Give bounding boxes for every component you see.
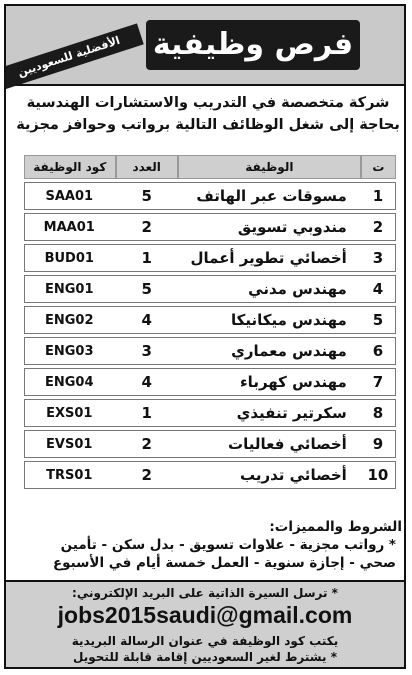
row-num: 8 <box>361 399 396 427</box>
row-title: أخصائي تطوير أعمال <box>178 244 361 272</box>
row-code: ENG02 <box>24 306 116 334</box>
header-title: الوظيفة <box>178 155 361 179</box>
table-row <box>24 306 396 334</box>
cv-instruction: * ترسل السيرة الذاتية على البريد الإلكتروني: <box>72 586 338 600</box>
transferable-residency-note: * يشترط لغير السعوديين إقامة قابلة للتحويل <box>73 650 337 664</box>
ad-footer <box>6 580 404 669</box>
intro-line-2: بحاجة إلى شغل الوظائف التالية برواتب وحوافز مجزية <box>16 117 400 133</box>
company-intro <box>14 92 402 136</box>
row-count: 1 <box>116 244 178 272</box>
row-code: EXS01 <box>24 399 116 427</box>
row-code: BUD01 <box>24 244 116 272</box>
intro-line-1: شركة متخصصة في التدريب والاستشارات الهندسية <box>26 95 390 111</box>
row-title: مهندس مدني <box>178 275 361 303</box>
row-num: 1 <box>361 182 396 210</box>
row-count: 1 <box>116 399 178 427</box>
row-title: مهندس كهرباء <box>178 368 361 396</box>
jobs-table <box>24 152 396 492</box>
table-row <box>24 213 396 241</box>
benefits-section <box>14 518 402 572</box>
row-num: 7 <box>361 368 396 396</box>
row-count: 4 <box>116 368 178 396</box>
contact-email: jobs2015saudi@gmail.com <box>57 602 353 628</box>
row-count: 5 <box>116 182 178 210</box>
row-count: 5 <box>116 275 178 303</box>
header-count: العدد <box>116 155 178 179</box>
row-count: 3 <box>116 337 178 365</box>
row-num: 5 <box>361 306 396 334</box>
saudi-preference-ribbon: الأفضلية للسعوديين <box>4 23 144 90</box>
ad-header <box>6 6 404 86</box>
row-code: MAA01 <box>24 213 116 241</box>
row-code: EVS01 <box>24 430 116 458</box>
row-code: TRS01 <box>24 461 116 489</box>
row-title: مهندس ميكانيكا <box>178 306 361 334</box>
row-count: 2 <box>116 213 178 241</box>
row-code: ENG04 <box>24 368 116 396</box>
job-code-note: يكتب كود الوظيفة في عنوان الرسالة البريدية <box>71 634 339 648</box>
table-row <box>24 399 396 427</box>
row-num: 2 <box>361 213 396 241</box>
row-num: 10 <box>361 461 396 489</box>
header-code: كود الوظيفة <box>24 155 116 179</box>
table-row <box>24 275 396 303</box>
benefits-heading: الشروط والمميزات: <box>269 519 402 535</box>
row-num: 6 <box>361 337 396 365</box>
row-count: 2 <box>116 461 178 489</box>
row-code: SAA01 <box>24 182 116 210</box>
row-title: مندوبي تسويق <box>178 213 361 241</box>
ad-title: فرص وظيفية <box>146 20 360 70</box>
table-header-row <box>24 155 396 179</box>
row-code: ENG03 <box>24 337 116 365</box>
row-num: 3 <box>361 244 396 272</box>
table-row <box>24 430 396 458</box>
row-title: أخصائي فعاليات <box>178 430 361 458</box>
row-title: مسوقات عبر الهاتف <box>178 182 361 210</box>
row-num: 4 <box>361 275 396 303</box>
row-count: 2 <box>116 430 178 458</box>
row-title: أخصائي تدريب <box>178 461 361 489</box>
table-row <box>24 461 396 489</box>
row-title: مهندس معماري <box>178 337 361 365</box>
job-advertisement <box>4 4 406 669</box>
table-row <box>24 368 396 396</box>
row-code: ENG01 <box>24 275 116 303</box>
header-num: ت <box>361 155 396 179</box>
table-row <box>24 244 396 272</box>
row-title: سكرتير تنفيذي <box>178 399 361 427</box>
row-num: 9 <box>361 430 396 458</box>
benefits-line-2: صحي - إجازة سنوية - العمل خمسة أيام في الأسبوع <box>52 555 396 571</box>
row-count: 4 <box>116 306 178 334</box>
table-row <box>24 182 396 210</box>
table-row <box>24 337 396 365</box>
benefits-line-1: * رواتب مجزية - علاوات تسويق - بدل سكن - تأمين <box>60 537 396 553</box>
